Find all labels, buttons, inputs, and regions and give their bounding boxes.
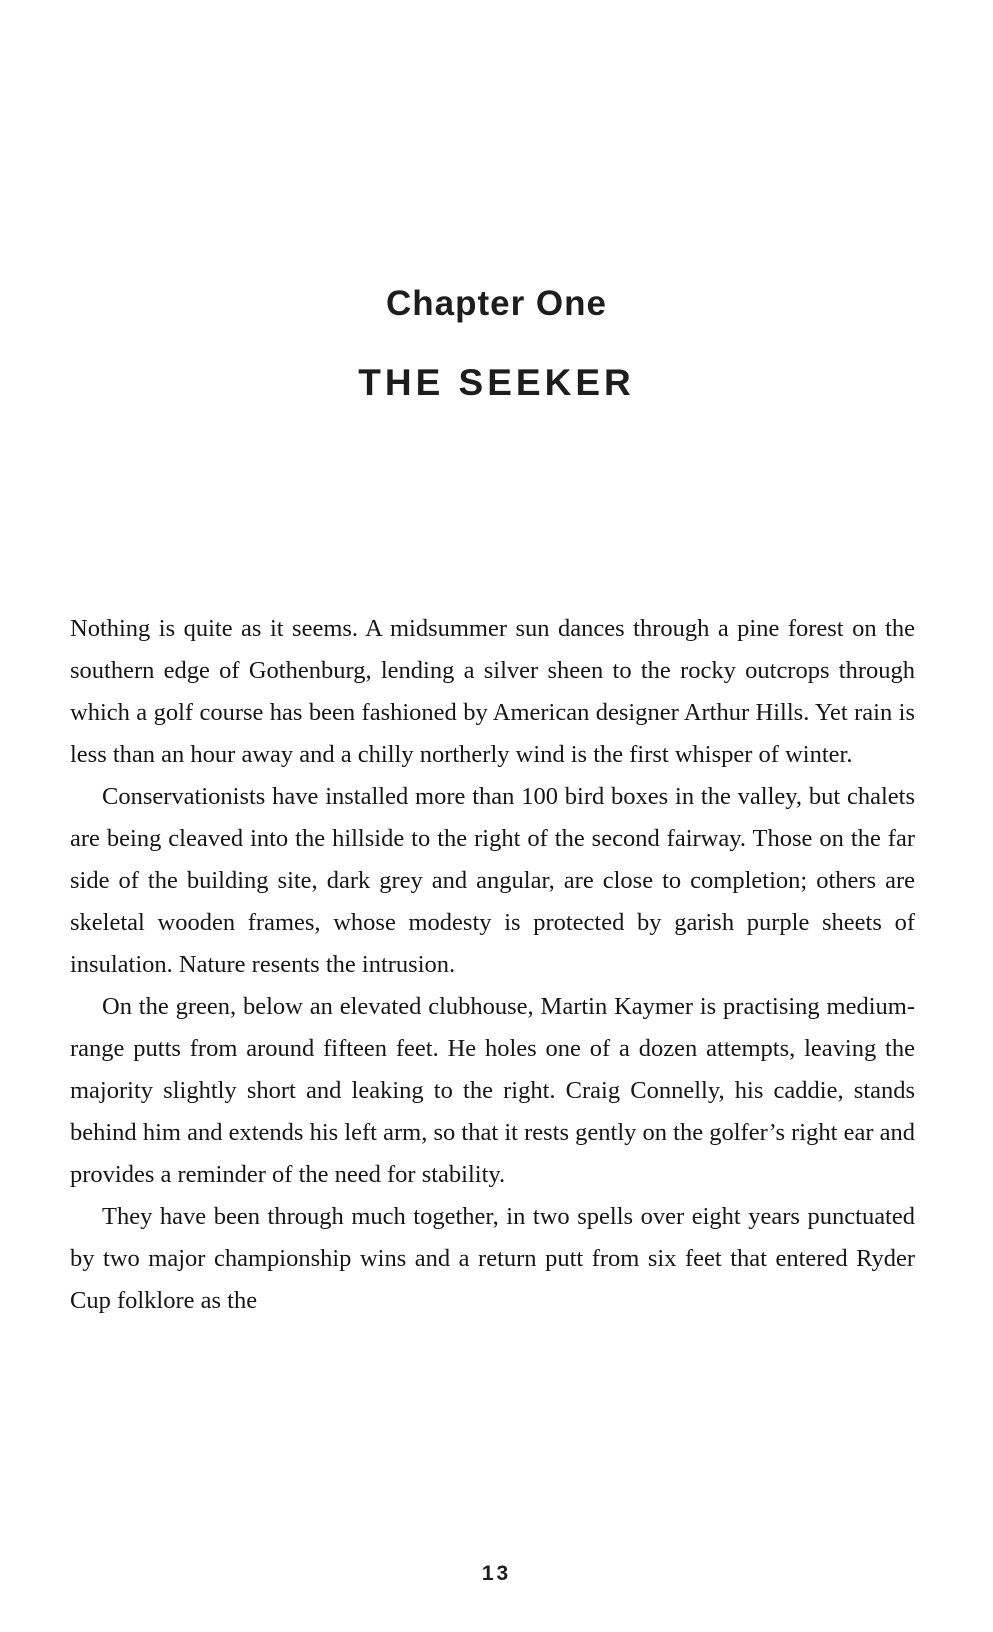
chapter-title: THE SEEKER xyxy=(358,362,635,403)
paragraph: Conservationists have installed more than 100 bird boxes in the valley, but chalets are being cleaved into the hillside to the right of the second fairway. Those on the far side of the building site, dark grey and angular, are close to completion; others are skeletal wooden frames, whose modesty is protected by garish purple sheets of insulation. Nature resents the intrusion. xyxy=(70,783,915,978)
body-text xyxy=(70,608,915,1322)
paragraph: They have been through much together, in two spells over eight years punctuated by two major championship wins and a return putt from six feet that entered Ryder Cup folklore as the xyxy=(70,1203,915,1314)
paragraph: On the green, below an elevated clubhouse, Martin Kaymer is practising medium-range putts from around fifteen feet. He holes one of a dozen attempts, leaving the majority slightly short and leaking to the right. Craig Connelly, his caddie, stands behind him and extends his left arm, so that it rests gently on the golfer’s right ear and provides a reminder of the need for stability. xyxy=(70,993,915,1188)
chapter-label: Chapter One xyxy=(385,284,608,323)
paragraph: Nothing is quite as it seems. A midsummer sun dances through a pine forest on the southern edge of Gothenburg, lending a silver sheen to the rocky outcrops through which a golf course has been fashioned by American designer Arthur Hills. Yet rain is less than an hour away and a chilly northerly wind is the first whisper of winter. xyxy=(70,615,915,768)
page-number: 13 xyxy=(481,1562,512,1585)
